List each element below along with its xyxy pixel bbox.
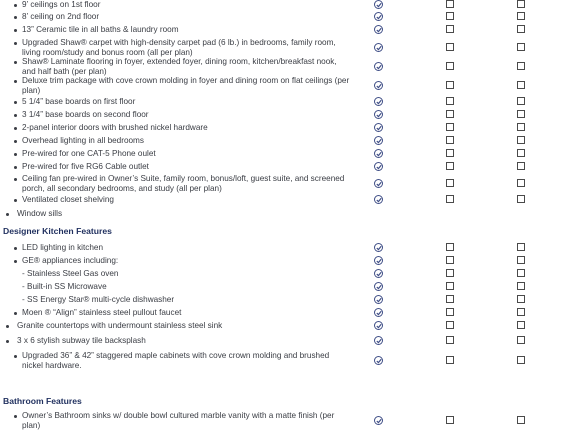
bullet-icon <box>14 114 17 117</box>
empty-checkbox-icon[interactable] <box>446 123 454 131</box>
empty-checkbox-icon[interactable] <box>517 97 525 105</box>
bullet-icon <box>6 325 9 328</box>
empty-checkbox-icon[interactable] <box>517 295 525 303</box>
empty-checkbox-icon[interactable] <box>446 295 454 303</box>
check-circle-icon <box>374 123 383 132</box>
empty-checkbox-icon[interactable] <box>446 81 454 89</box>
check-circle-icon <box>374 136 383 145</box>
bullet-icon <box>14 42 17 45</box>
feature-text: Moen ® “Align” stainless steel pullout faucet <box>22 308 182 317</box>
empty-checkbox-icon[interactable] <box>446 0 454 8</box>
feature-text: 5 1/4” base boards on first floor <box>22 97 136 106</box>
feature-text: 13” Ceramic tile in all baths & laundry room <box>22 25 179 34</box>
check-circle-icon <box>374 416 383 425</box>
feature-text: GE® appliances including: <box>22 256 119 265</box>
feature-text: Granite countertops with undermount stainless steel sink <box>17 321 223 330</box>
feature-text: 3 x 6 stylish subway tile backsplash <box>17 336 146 345</box>
feature-text: Upgraded Shaw® carpet with high-density carpet pad (6 lb.) in bedrooms, family room, living room/study and bonus room (all per plan) <box>22 38 336 57</box>
feature-text: Overhead lighting in all bedrooms <box>22 136 144 145</box>
bullet-icon <box>14 61 17 64</box>
empty-checkbox-icon[interactable] <box>517 12 525 20</box>
empty-checkbox-icon[interactable] <box>446 282 454 290</box>
check-circle-icon <box>374 356 383 365</box>
bullet-icon <box>14 312 17 315</box>
feature-text: Ventilated closet shelving <box>22 195 114 204</box>
check-circle-icon <box>374 110 383 119</box>
feature-text: 3 1/4” base boards on second floor <box>22 110 149 119</box>
check-circle-icon <box>374 195 383 204</box>
feature-text: Upgraded 36” & 42” staggered maple cabinets with cove crown molding and brushed nickel hardware. <box>22 351 330 370</box>
feature-text: LED lighting in kitchen <box>22 243 104 252</box>
check-circle-icon <box>374 243 383 252</box>
feature-text: - Built-in SS Microwave <box>22 282 107 291</box>
check-circle-icon <box>374 25 383 34</box>
bullet-icon <box>14 80 17 83</box>
bullet-icon <box>14 29 17 32</box>
empty-checkbox-icon[interactable] <box>446 195 454 203</box>
feature-text: 9’ ceilings on 1st floor <box>22 0 101 9</box>
kitchen-section-heading: Designer Kitchen Features <box>3 226 112 236</box>
check-circle-icon <box>374 97 383 106</box>
bullet-icon <box>14 166 17 169</box>
bullet-icon <box>14 247 17 250</box>
bullet-icon <box>14 101 17 104</box>
feature-text: Owner’s Bathroom sinks w/ double bowl cultured marble vanity with a matte finish (per plan) <box>22 411 335 430</box>
check-circle-icon <box>374 149 383 158</box>
check-circle-icon <box>374 308 383 317</box>
empty-checkbox-icon[interactable] <box>446 256 454 264</box>
empty-checkbox-icon[interactable] <box>446 162 454 170</box>
feature-text: 8’ ceiling on 2nd floor <box>22 12 100 21</box>
empty-checkbox-icon[interactable] <box>446 308 454 316</box>
empty-checkbox-icon[interactable] <box>517 25 525 33</box>
check-circle-icon <box>374 321 383 330</box>
empty-checkbox-icon[interactable] <box>446 62 454 70</box>
empty-checkbox-icon[interactable] <box>446 97 454 105</box>
feature-text: Ceiling fan pre-wired in Owner’s Suite, family room, bonus/loft, guest suite, and screened porch, all secondary bedrooms, and study (all per plan) <box>22 174 345 193</box>
empty-checkbox-icon[interactable] <box>517 195 525 203</box>
feature-text: 2-panel interior doors with brushed nickel hardware <box>22 123 208 132</box>
empty-checkbox-icon[interactable] <box>517 243 525 251</box>
feature-text: Pre-wired for one CAT-5 Phone oulet <box>22 149 156 158</box>
bullet-icon <box>6 213 9 216</box>
empty-checkbox-icon[interactable] <box>517 256 525 264</box>
feature-text: Window sills <box>17 209 63 218</box>
empty-checkbox-icon[interactable] <box>517 62 525 70</box>
bullet-icon <box>14 178 17 181</box>
empty-checkbox-icon[interactable] <box>517 308 525 316</box>
check-circle-icon <box>374 336 383 345</box>
empty-checkbox-icon[interactable] <box>446 269 454 277</box>
empty-checkbox-icon[interactable] <box>446 136 454 144</box>
feature-text: Pre-wired for five RG6 Cable outlet <box>22 162 149 171</box>
empty-checkbox-icon[interactable] <box>446 12 454 20</box>
bullet-icon <box>14 199 17 202</box>
empty-checkbox-icon[interactable] <box>517 321 525 329</box>
bullet-icon <box>14 415 17 418</box>
empty-checkbox-icon[interactable] <box>517 356 525 364</box>
bullet-icon <box>14 260 17 263</box>
empty-checkbox-icon[interactable] <box>446 149 454 157</box>
empty-checkbox-icon[interactable] <box>446 43 454 51</box>
check-circle-icon <box>374 282 383 291</box>
check-circle-icon <box>374 0 383 9</box>
check-circle-icon <box>374 43 383 52</box>
empty-checkbox-icon[interactable] <box>446 356 454 364</box>
bullet-icon <box>14 16 17 19</box>
check-circle-icon <box>374 12 383 21</box>
empty-checkbox-icon[interactable] <box>446 243 454 251</box>
check-circle-icon <box>374 162 383 171</box>
feature-text: - SS Energy Star® multi-cycle dishwasher <box>22 295 175 304</box>
empty-checkbox-icon[interactable] <box>446 25 454 33</box>
empty-checkbox-icon[interactable] <box>517 269 525 277</box>
feature-text: Shaw® Laminate flooring in foyer, extended foyer, dining room, kitchen/breakfast nook, and half bath (per plan) <box>22 57 337 76</box>
bullet-icon <box>14 355 17 358</box>
empty-checkbox-icon[interactable] <box>517 179 525 187</box>
bullet-icon <box>6 340 9 343</box>
empty-checkbox-icon[interactable] <box>517 336 525 344</box>
empty-checkbox-icon[interactable] <box>517 43 525 51</box>
check-circle-icon <box>374 81 383 90</box>
empty-checkbox-icon[interactable] <box>446 416 454 424</box>
empty-checkbox-icon[interactable] <box>517 110 525 118</box>
empty-checkbox-icon[interactable] <box>517 162 525 170</box>
empty-checkbox-icon[interactable] <box>446 179 454 187</box>
check-circle-icon <box>374 179 383 188</box>
bullet-icon <box>14 140 17 143</box>
empty-checkbox-icon[interactable] <box>517 81 525 89</box>
bullet-icon <box>14 4 17 7</box>
empty-checkbox-icon[interactable] <box>517 416 525 424</box>
empty-checkbox-icon[interactable] <box>517 282 525 290</box>
empty-checkbox-icon[interactable] <box>446 110 454 118</box>
empty-checkbox-icon[interactable] <box>446 336 454 344</box>
empty-checkbox-icon[interactable] <box>446 321 454 329</box>
empty-checkbox-icon[interactable] <box>517 149 525 157</box>
feature-text: Deluxe trim package with cove crown molding in foyer and dining room on flat ceilings (per plan) <box>22 76 350 95</box>
check-circle-icon <box>374 256 383 265</box>
bullet-icon <box>14 153 17 156</box>
empty-checkbox-icon[interactable] <box>517 136 525 144</box>
empty-checkbox-icon[interactable] <box>517 0 525 8</box>
bullet-icon <box>14 127 17 130</box>
bathroom-section-heading: Bathroom Features <box>3 396 82 406</box>
empty-checkbox-icon[interactable] <box>517 123 525 131</box>
check-circle-icon <box>374 269 383 278</box>
feature-text: - Stainless Steel Gas oven <box>22 269 119 278</box>
check-circle-icon <box>374 295 383 304</box>
check-circle-icon <box>374 62 383 71</box>
